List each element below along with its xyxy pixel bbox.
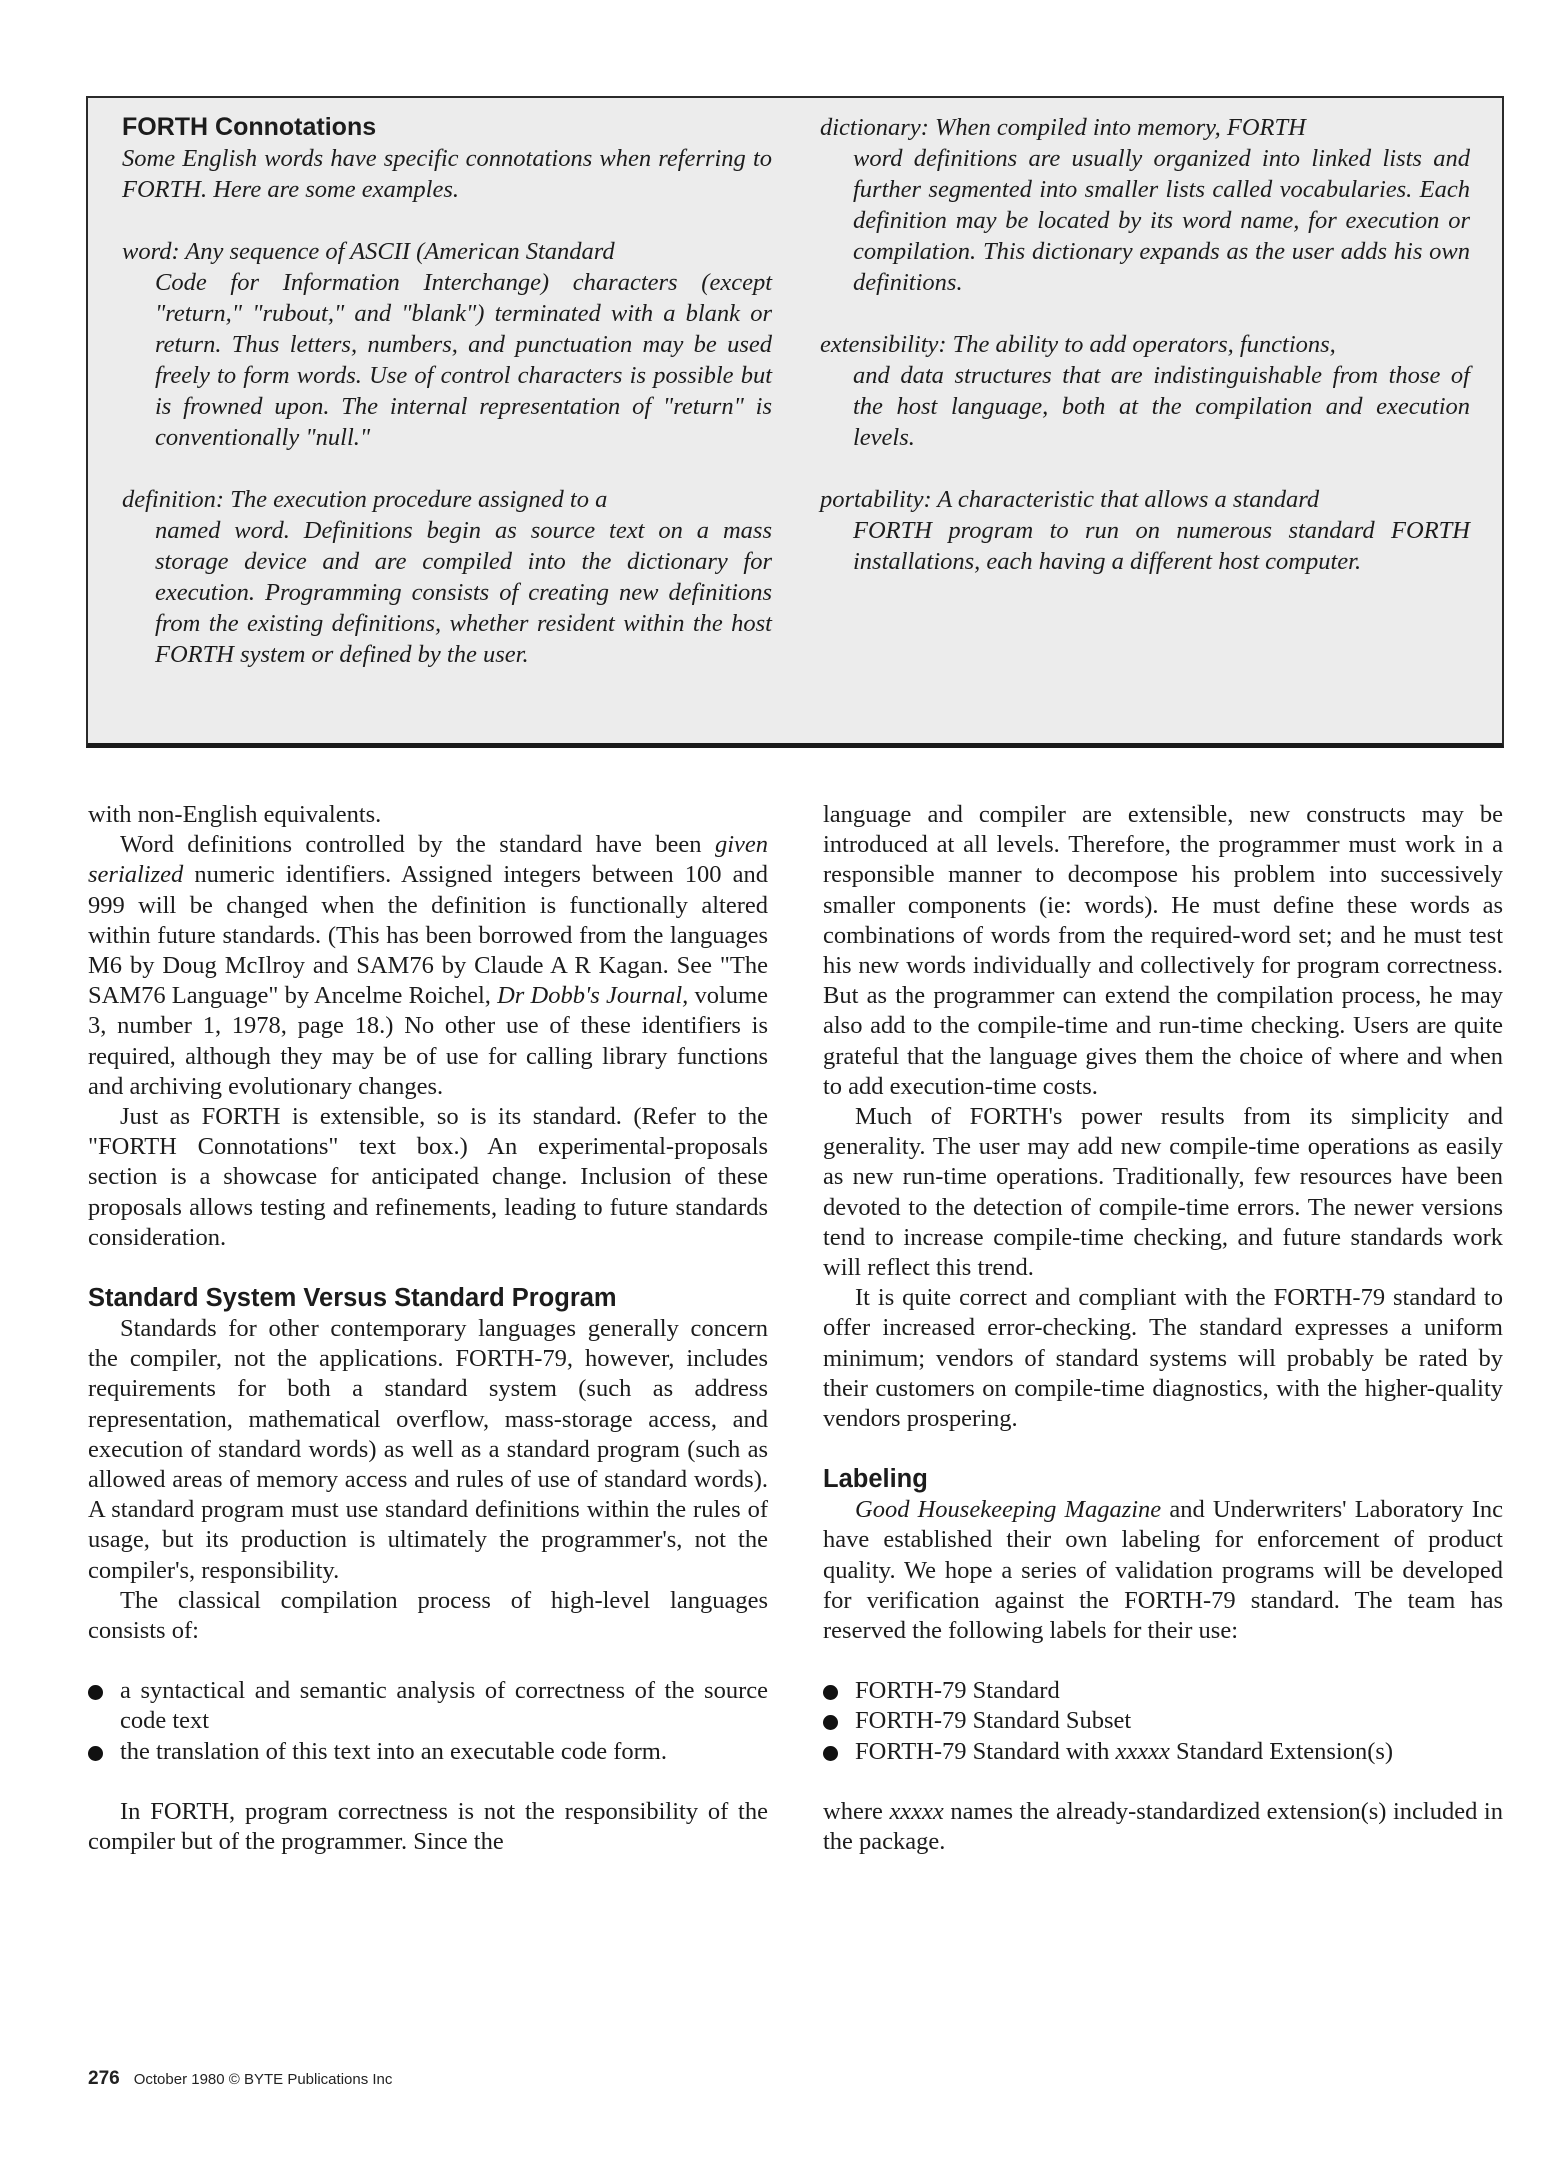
definition-dictionary	[820, 112, 1470, 298]
section-heading: Labeling	[823, 1465, 928, 1494]
list-item	[823, 1737, 1503, 1767]
page-number: 276	[88, 2068, 120, 2089]
definition-first-line: portability: A characteristic that allows a standard	[820, 486, 1320, 513]
journal-title: Dr Dobb's Journal,	[497, 982, 689, 1010]
paragraph: Just as FORTH is extensible, so is its standard. (Refer to the "FORTH Connotations" text box.) An experimental-proposals section is a showcase for anticipated change. Inclusion of these proposals allows testing and refinements, leading to future standards consideration.	[88, 1103, 768, 1251]
spacer	[88, 1253, 768, 1283]
right-body-column	[823, 800, 1503, 1857]
paragraph: Much of FORTH's power results from its simplicity and generality. The user may add new compile-time operations as easily as new run-time operations. Traditionally, few resources have been devoted to the detection of compile-time errors. The newer versions tend to increase compile-time checking, and future standards work will reflect this trend.	[823, 1103, 1503, 1282]
list-item-text: the translation of this text into an executable code form.	[120, 1737, 667, 1765]
text-run: names the already-standardized extension(s) included in the package.	[823, 1797, 1503, 1856]
bullet-icon	[823, 1746, 838, 1761]
definition-first-line: extensibility: The ability to add operators, functions,	[820, 331, 1336, 358]
sidebar-intro: Some English words have specific connotations when referring to FORTH. Here are some examples.	[122, 145, 772, 203]
spacer	[88, 1646, 768, 1676]
definition-definition	[122, 484, 772, 670]
list-item-text: FORTH-79 Standard Subset	[855, 1707, 1132, 1735]
bullet-list	[88, 1676, 768, 1767]
text-run: FORTH-79 Standard with	[855, 1737, 1116, 1765]
label-list	[823, 1676, 1503, 1767]
text-run: Word definitions controlled by the standard have been	[120, 831, 715, 859]
spacer	[823, 1434, 1503, 1464]
paragraph: The classical compilation process of high-level languages consists of:	[88, 1586, 768, 1645]
paragraph: Standards for other contemporary languages generally concern the compiler, not the applications. FORTH-79, however, includes requirements for both a standard system (such as address representation, mathematical overflow, mass-storage access, and execution of standard words) as well as a standard program (such as allowed areas of memory access and rules of use of standard words). A standard program must use standard definitions within the rules of usage, but its production is ultimately the programmer's, not the compiler's, responsibility.	[88, 1315, 768, 1584]
definition-body: Code for Information Interchange) characters (except "return," "rubout," and "blank") terminated with a blank or return. Thus letters, numbers, and punctuation may be used freely to form words. Use of control characters is possible but is frowned upon. The internal representation of "return" is conventionally "null."	[155, 269, 772, 451]
text-run: where	[823, 1797, 890, 1825]
text-run: numeric identifiers. Assigned integers between 100 and 999 will be changed when the definition is functionally altered within future standards. (This has been borrowed from the languages M6 by Doug McIlroy and SAM76 by Claude A R Kagan. See "The SAM76 Language" by Ancelme Roichel,	[88, 861, 768, 1010]
spacer	[88, 1767, 768, 1797]
text-run: volume 3, number 1, 1978, page 18.) No other use of these identifiers is required, although they may be of use for calling library functions and archiving evolutionary changes.	[88, 982, 768, 1100]
definition-body: and data structures that are indistinguishable from those of the host language, both at the compilation and execution levels.	[853, 362, 1470, 451]
section-heading: Standard System Versus Standard Program	[88, 1284, 617, 1313]
text-run: and Underwriters' Laboratory Inc have established their own labeling for enforcement of product quality. We hope a series of validation programs will be developed for verification against the FORTH-79 standard. The team has reserved the following labels for their use:	[823, 1496, 1503, 1645]
spacer	[823, 1767, 1503, 1797]
page-footer	[88, 2068, 392, 2090]
definition-extensibility	[820, 329, 1470, 453]
paragraph: It is quite correct and compliant with the FORTH-79 standard to offer increased error-checking. The standard expresses a uniform minimum; vendors of standard systems will probably be rated by their customers on compile-time diagnostics, with the higher-quality vendors prospering.	[823, 1284, 1503, 1433]
definition-body: named word. Definitions begin as source text on a mass storage device and are compiled into the dictionary for execution. Programming consists of creating new definitions from the existing definitions, whether resident within the host FORTH system or defined by the user.	[155, 517, 772, 668]
paragraph: In FORTH, program correctness is not the responsibility of the compiler but of the programmer. Since the	[88, 1797, 768, 1856]
sidebar-right-column	[820, 112, 1470, 608]
list-item	[823, 1676, 1503, 1706]
list-item-text: a syntactical and semantic analysis of correctness of the source code text	[120, 1677, 768, 1735]
placeholder-text: xxxxx	[1115, 1737, 1170, 1765]
list-item	[88, 1676, 768, 1736]
list-item-text: FORTH-79 Standard	[855, 1677, 1060, 1705]
definition-body: FORTH program to run on numerous standard FORTH installations, each having a different host computer.	[853, 517, 1470, 575]
bullet-icon	[88, 1685, 103, 1700]
text-run-italic: given serialized	[88, 831, 768, 889]
bullet-icon	[823, 1715, 838, 1730]
paragraph-identifiers	[88, 830, 768, 1102]
sidebar-left-column	[122, 112, 772, 701]
definition-first-line: definition: The execution procedure assigned to a	[122, 486, 608, 513]
definition-first-line: dictionary: When compiled into memory, FORTH	[820, 114, 1306, 141]
list-item	[823, 1706, 1503, 1736]
spacer	[823, 1646, 1503, 1676]
paragraph: language and compiler are extensible, new constructs may be introduced at all levels. Therefore, the programmer must work in a responsible manner to decompose his problem into successively smaller components (ie: words). He must define these words as combinations of words from the required-word set; and he must test his new words individually and collectively for program correctness. But as the programmer can extend the compilation process, he may also add to the compile-time and run-time checking. Users are quite grateful that the language gives them the choice of where and when to add execution-time costs.	[823, 801, 1503, 1100]
left-body-column	[88, 800, 768, 1857]
forth-connotations-box	[86, 96, 1504, 748]
text-run: Standard Extension(s)	[1169, 1737, 1394, 1765]
footer-credit: October 1980 © BYTE Publications Inc	[133, 2071, 393, 2088]
paragraph-extension	[823, 1797, 1503, 1857]
placeholder-text: xxxxx	[889, 1797, 944, 1825]
definition-portability	[820, 484, 1470, 577]
paragraph-labeling	[823, 1495, 1503, 1646]
bullet-icon	[88, 1746, 103, 1761]
definition-body: word definitions are usually organized into linked lists and further segmented into smaller lists called vocabularies. Each definition may be located by its word name, for execution or compilation. This dictionary expands as the user adds his own definitions.	[853, 145, 1470, 296]
list-item	[88, 1737, 768, 1767]
definition-word	[122, 236, 772, 453]
sidebar-title: FORTH Connotations	[122, 113, 377, 141]
bullet-icon	[823, 1685, 838, 1700]
paragraph: with non-English equivalents.	[88, 801, 382, 828]
magazine-title: Good Housekeeping Magazine	[855, 1496, 1162, 1524]
definition-first-line: word: Any sequence of ASCII (American Standard	[122, 238, 615, 265]
